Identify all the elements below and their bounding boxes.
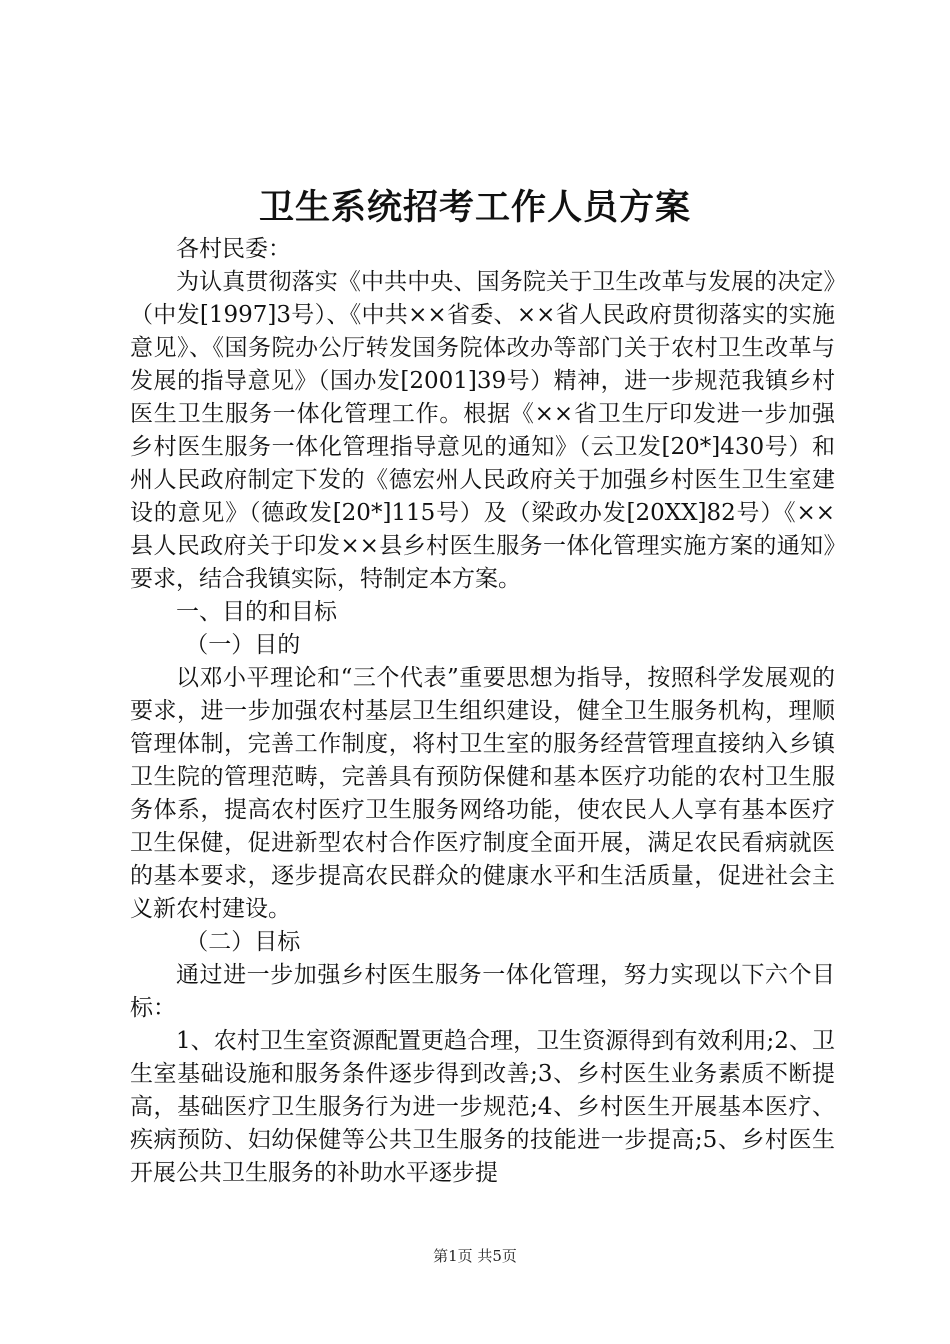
salutation: 各村民委： (176, 236, 291, 262)
document-body (130, 233, 835, 1190)
section-heading: 一、目的和目标 (176, 599, 337, 625)
page-footer: 第1页 共5页 (433, 1247, 517, 1265)
document-title: 卫生系统招考工作人员方案 (258, 187, 691, 228)
purpose-paragraph: 以邓小平理论和“三个代表”重要思想为指导，按照科学发展观的要求，进一步加强农村基层卫生组织建设，健全卫生服务机构，理顺管理体制，完善工作制度，将村卫生室的服务经营管理直接纳入乡镇卫生院的管理范畴，完善具有预防保健和基本医疗功能的农村卫生服务体系，提高农村医疗卫生服务网络功能，使农民人人享有基本医疗卫生保健，促进新型农村合作医疗制度全面开展，满足农民看病就医的基本要求，逐步提高农民群众的健康水平和生活质量，促进社会主义新农村建设。 (130, 665, 835, 922)
subsection-heading-goals: （二）目标 (185, 929, 301, 955)
goals-list-paragraph: 1、农村卫生室资源配置更趋合理，卫生资源得到有效利用;2、卫生室基础设施和服务条件逐步得到改善;3、乡村医生业务素质不断提高，基础医疗卫生服务行为进一步规范;4、乡村医生开展基本医疗、疾病预防、妇幼保健等公共卫生服务的技能进一步提高;5、乡村医生开展公共卫生服务的补助水平逐步提 (130, 1028, 835, 1186)
goals-intro-paragraph: 通过进一步加强乡村医生服务一体化管理，努力实现以下六个目标： (130, 962, 835, 1021)
subsection-heading-purpose: （一）目的 (185, 632, 301, 658)
intro-paragraph: 为认真贯彻落实《中共中央、国务院关于卫生改革与发展的决定》（中发[1997]3号）、《中共××省委、××省人民政府贯彻落实的实施意见》、《国务院办公厅转发国务院体改办等部门关于农村卫生改革与发展的指导意见》（国办发[2001]39号）精神，进一步规范我镇乡村医生卫生服务一体化管理工作。根据《××省卫生厅印发进一步加强乡村医生服务一体化管理指导意见的通知》（云卫发[20*]430号）和州人民政府制定下发的《德宏州人民政府关于加强乡村医生卫生室建设的意见》（德政发[20*]115号）及（梁政办发[20XX]82号）《××县人民政府关于印发××县乡村医生服务一体化管理实施方案的通知》要求，结合我镇实际，特制定本方案。 (130, 269, 835, 592)
